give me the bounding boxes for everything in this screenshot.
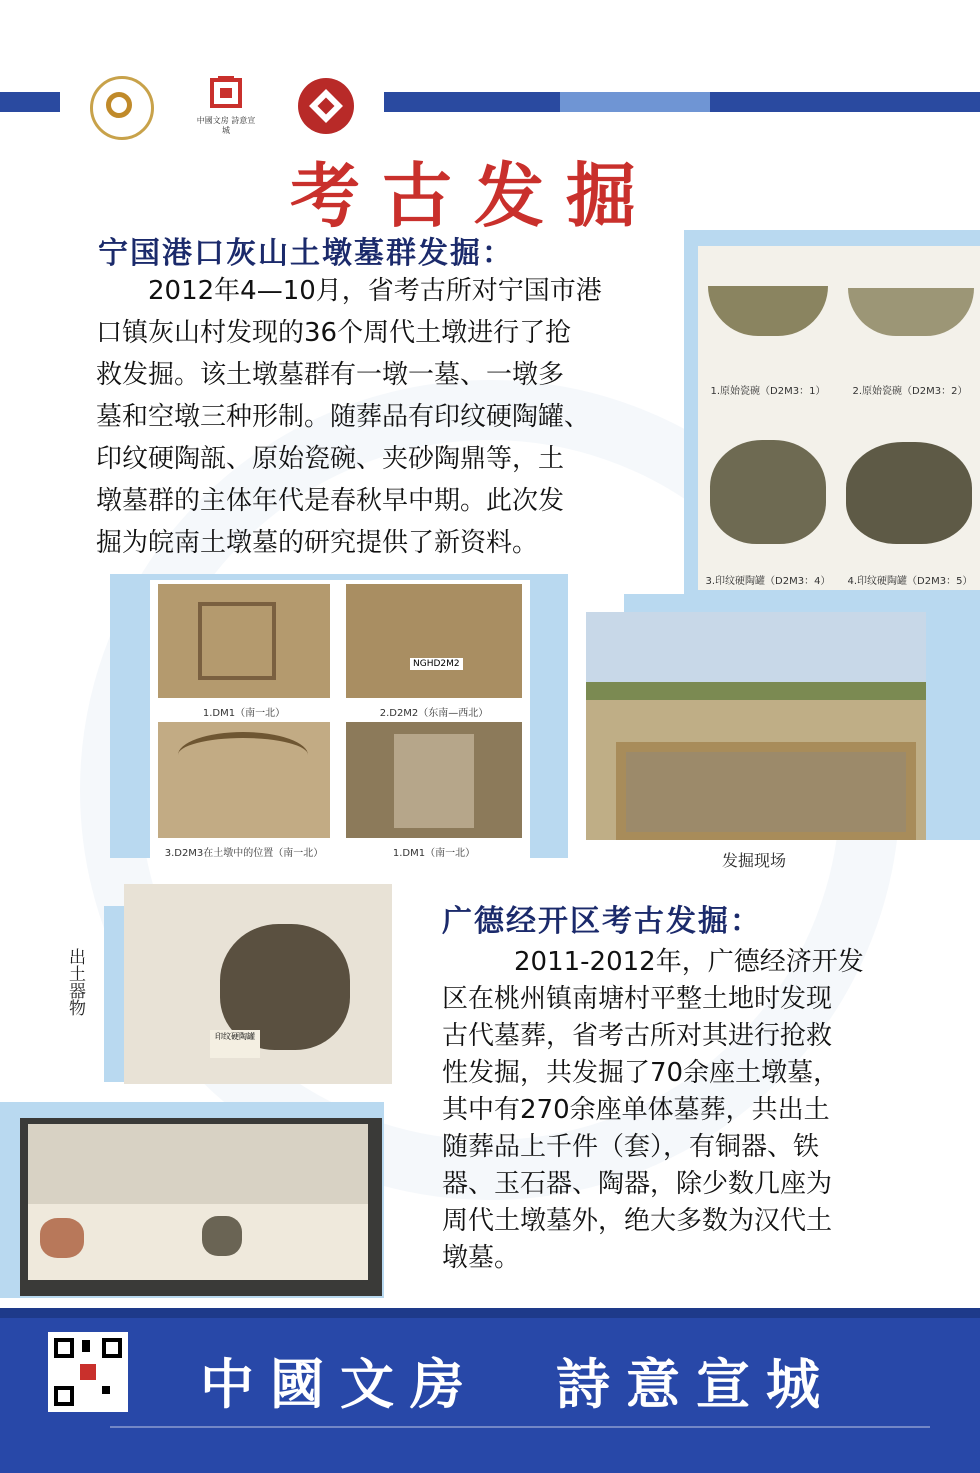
section1-line: 印纹硬陶瓿、原始瓷碗、夹砂陶鼎等，土	[96, 444, 565, 474]
header-bar-right-light	[560, 92, 710, 112]
page-title: 考古发掘	[290, 154, 658, 237]
footer-slogan-left: 中國文房	[200, 1352, 480, 1416]
section2-line: 器、玉石器、陶器，除少数几座为	[442, 1169, 833, 1199]
section2-line: 古代墓葬，省考古所对其进行抢救	[442, 1021, 833, 1051]
site-tag: NGHD2M2	[410, 658, 463, 670]
footer-banner	[0, 1308, 980, 1473]
excavation-photo	[586, 612, 926, 840]
section1-line: 墓和空墩三种形制。随葬品有印纹硬陶罐、	[96, 402, 591, 432]
site-photo-2	[346, 584, 522, 698]
section1-line: 墩墓群的主体年代是春秋早中期。此次发	[96, 486, 565, 516]
exhibit-panels	[28, 1124, 368, 1204]
excavation-caption: 发掘现场	[722, 851, 787, 870]
section2-line: 区在桃州镇南塘村平整土地时发现	[442, 984, 833, 1014]
artifact-caption-3: 3.印纹硬陶罐（D2M3：4）	[705, 576, 831, 587]
bowl-2-image	[848, 288, 974, 336]
sky-area	[586, 612, 926, 692]
section1-heading: 宁国港口灰山土墩墓群发掘：	[98, 236, 514, 271]
bowl-1-image	[708, 286, 828, 336]
pot-1-image	[40, 1218, 84, 1258]
jar-2-image	[846, 442, 972, 544]
section2-line: 周代土墩墓外，绝大多数为汉代土	[442, 1206, 833, 1236]
section1-line: 2012年4—10月，省考古所对宁国市港	[148, 276, 602, 306]
site-caption-3: 3.D2M3在土墩中的位置（南一北）	[164, 848, 324, 859]
site-photo-1	[158, 584, 330, 698]
section1-line: 口镇灰山村发现的36个周代土墩进行了抢	[96, 318, 572, 348]
site-caption-1: 1.DM1（南一北）	[202, 708, 286, 719]
section1-line: 掘为皖南土墩墓的研究提供了新资料。	[96, 528, 539, 558]
site-caption-4: 1.DM1（南一北）	[392, 848, 476, 859]
section2-line: 随葬品上千件（套），有铜器、铁	[442, 1132, 820, 1162]
section2-line: 其中有270余座单体墓葬，共出土	[442, 1095, 830, 1125]
footer-skyline	[110, 1426, 930, 1468]
footer-top-stripe	[0, 1308, 980, 1318]
vertical-label: 出土器物	[65, 948, 85, 1016]
pot-2-image	[202, 1216, 242, 1256]
culture-city-logo	[196, 72, 256, 142]
wenfang-logo	[90, 76, 154, 140]
section2-line: 2011-2012年，广德经济开发	[514, 947, 864, 977]
site-photos-panel	[150, 580, 530, 860]
section2-line: 性发掘，共发掘了70余座土墩墓，	[442, 1058, 840, 1088]
exhibit-case-photo	[20, 1118, 382, 1296]
logo-center-text: 中國文房 詩意宣城	[196, 116, 256, 135]
jar-museum-photo	[124, 884, 392, 1084]
diamond-icon	[309, 89, 343, 123]
section1-line: 救发掘。该土墩墓群有一墩一墓、一墩多	[96, 360, 565, 390]
trees-area	[586, 682, 926, 700]
site-photo-3	[158, 722, 330, 838]
header-bar-right-navy	[384, 92, 560, 112]
section2-heading: 广德经开区考古发掘：	[442, 904, 762, 939]
artifact-caption-4: 4.印纹硬陶罐（D2M3：5）	[847, 576, 973, 587]
section2-line: 墩墓。	[442, 1243, 521, 1273]
sun-icon	[106, 92, 132, 118]
museum-logo	[298, 78, 354, 134]
qr-code-icon[interactable]	[48, 1332, 128, 1412]
city-emblem-icon	[206, 72, 246, 112]
artifact-caption-1: 1.原始瓷碗（D2M3：1）	[710, 386, 826, 397]
site-caption-2: 2.D2M2（东南—西北）	[379, 708, 489, 719]
jar-1-image	[710, 440, 826, 544]
footer-slogan-right: 詩意宣城	[556, 1352, 836, 1416]
artifact-caption-2: 2.原始瓷碗（D2M3：2）	[852, 386, 968, 397]
pit-area	[616, 742, 916, 840]
section2-paragraph	[442, 944, 962, 1277]
artifacts-panel	[698, 246, 980, 590]
header-bar-left	[0, 92, 60, 112]
site-photo-4	[346, 722, 522, 838]
header-bar-right-navy2	[710, 92, 980, 112]
jar-label-card: 印纹硬陶罐	[210, 1030, 260, 1058]
section1-paragraph	[96, 270, 656, 564]
